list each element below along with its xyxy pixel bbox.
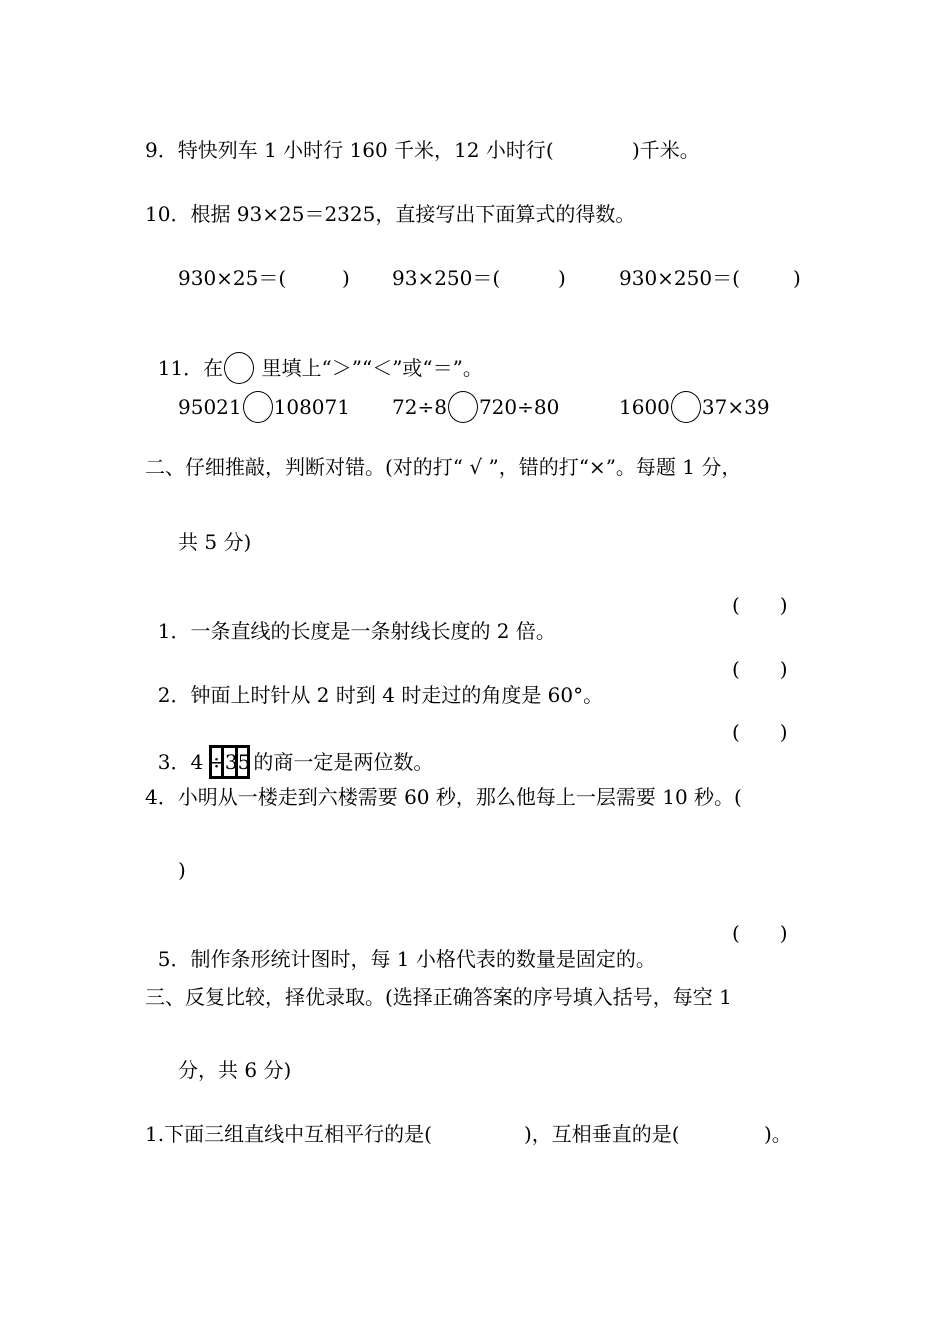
- q11-item-3-right: 37×39: [701, 395, 770, 419]
- compare-circle-icon: [224, 352, 254, 384]
- judge-q3-suffix: 的商一定是两位数。: [253, 750, 434, 774]
- section-3-heading: 三、反复比较，择优录取。(选择正确答案的序号填入括号，每空 1: [145, 985, 732, 1009]
- judge-q2-answer[interactable]: ( ): [732, 657, 788, 681]
- judge-q1-text: 1．一条直线的长度是一条射线长度的 2 倍。: [157, 619, 556, 643]
- question-11-items: [178, 391, 770, 419]
- judge-question-2: [145, 656, 604, 707]
- q11-item-3-left: 1600: [619, 395, 670, 419]
- q9-text: 9．特快列车 1 小时行 160 千米，12 小时行(: [145, 138, 554, 162]
- q10-item-2-close: ): [558, 266, 566, 290]
- q11-item-1-right: 108071: [273, 395, 350, 419]
- q11-item-2: [392, 391, 559, 423]
- compare-circle-icon[interactable]: [243, 391, 273, 423]
- q11-item-1-left: 95021: [178, 395, 242, 419]
- q10-item-1: 930×25＝(: [178, 266, 287, 290]
- judge-q3-answer[interactable]: ( ): [732, 720, 788, 744]
- choice-q1-part1: 1.下面三组直线中互相平行的是(: [145, 1122, 432, 1146]
- q11-item-2-left: 72÷8: [392, 395, 447, 419]
- q10-item-3-close: ): [793, 266, 801, 290]
- question-10-stem: 10．根据 93×25＝2325，直接写出下面算式的得数。: [145, 202, 636, 226]
- q9-text-end: )千米。: [632, 138, 700, 162]
- q10-item-2: 93×250＝(: [392, 266, 501, 290]
- judge-question-4: 4．小明从一楼走到六楼需要 60 秒，那么他每上一层需要 10 秒。(: [145, 785, 742, 809]
- judge-q3-prefix: 3．4: [157, 750, 204, 774]
- judge-question-3: [145, 719, 434, 774]
- choice-q1-part3: )。: [764, 1122, 792, 1146]
- judge-question-5: [145, 920, 656, 971]
- compare-circle-icon[interactable]: [671, 391, 701, 423]
- section-2-heading-cont: 共 5 分): [178, 530, 252, 554]
- judge-question-1: [145, 592, 556, 643]
- judge-q1-answer[interactable]: ( ): [732, 593, 788, 617]
- section-3-heading-cont: 分，共 6 分): [178, 1058, 292, 1082]
- judge-q3-mid: ÷35: [208, 750, 251, 774]
- compare-circle-icon[interactable]: [448, 391, 478, 423]
- question-9: [145, 137, 700, 163]
- judge-q4-answer-close[interactable]: ): [178, 858, 186, 882]
- q10-item-3: 930×250＝(: [619, 266, 740, 290]
- judge-q2-text: 2．钟面上时针从 2 时到 4 时走过的角度是 60°。: [157, 683, 604, 707]
- q11-text: 11．在: [157, 356, 224, 380]
- question-11-stem: [145, 326, 483, 380]
- q11-item-2-right: 720÷80: [478, 395, 560, 419]
- q10-item-1-close: ): [342, 266, 350, 290]
- section-2-heading: 二、仔细推敲，判断对错。(对的打“ √ ”，错的打“×”。每题 1 分，: [145, 455, 742, 479]
- judge-q5-text: 5．制作条形统计图时，每 1 小格代表的数量是固定的。: [157, 947, 656, 971]
- judge-q5-answer[interactable]: ( ): [732, 921, 788, 945]
- q11-item-1: [178, 391, 350, 423]
- q11-text-end: 里填上“＞”“＜”或“＝”。: [255, 356, 483, 380]
- choice-q1-part2: )，互相垂直的是(: [524, 1122, 680, 1146]
- question-10-items: [178, 265, 801, 291]
- choice-question-1: [145, 1121, 792, 1147]
- q11-item-3: [619, 391, 770, 423]
- digit-box-icon[interactable]: [221, 745, 250, 779]
